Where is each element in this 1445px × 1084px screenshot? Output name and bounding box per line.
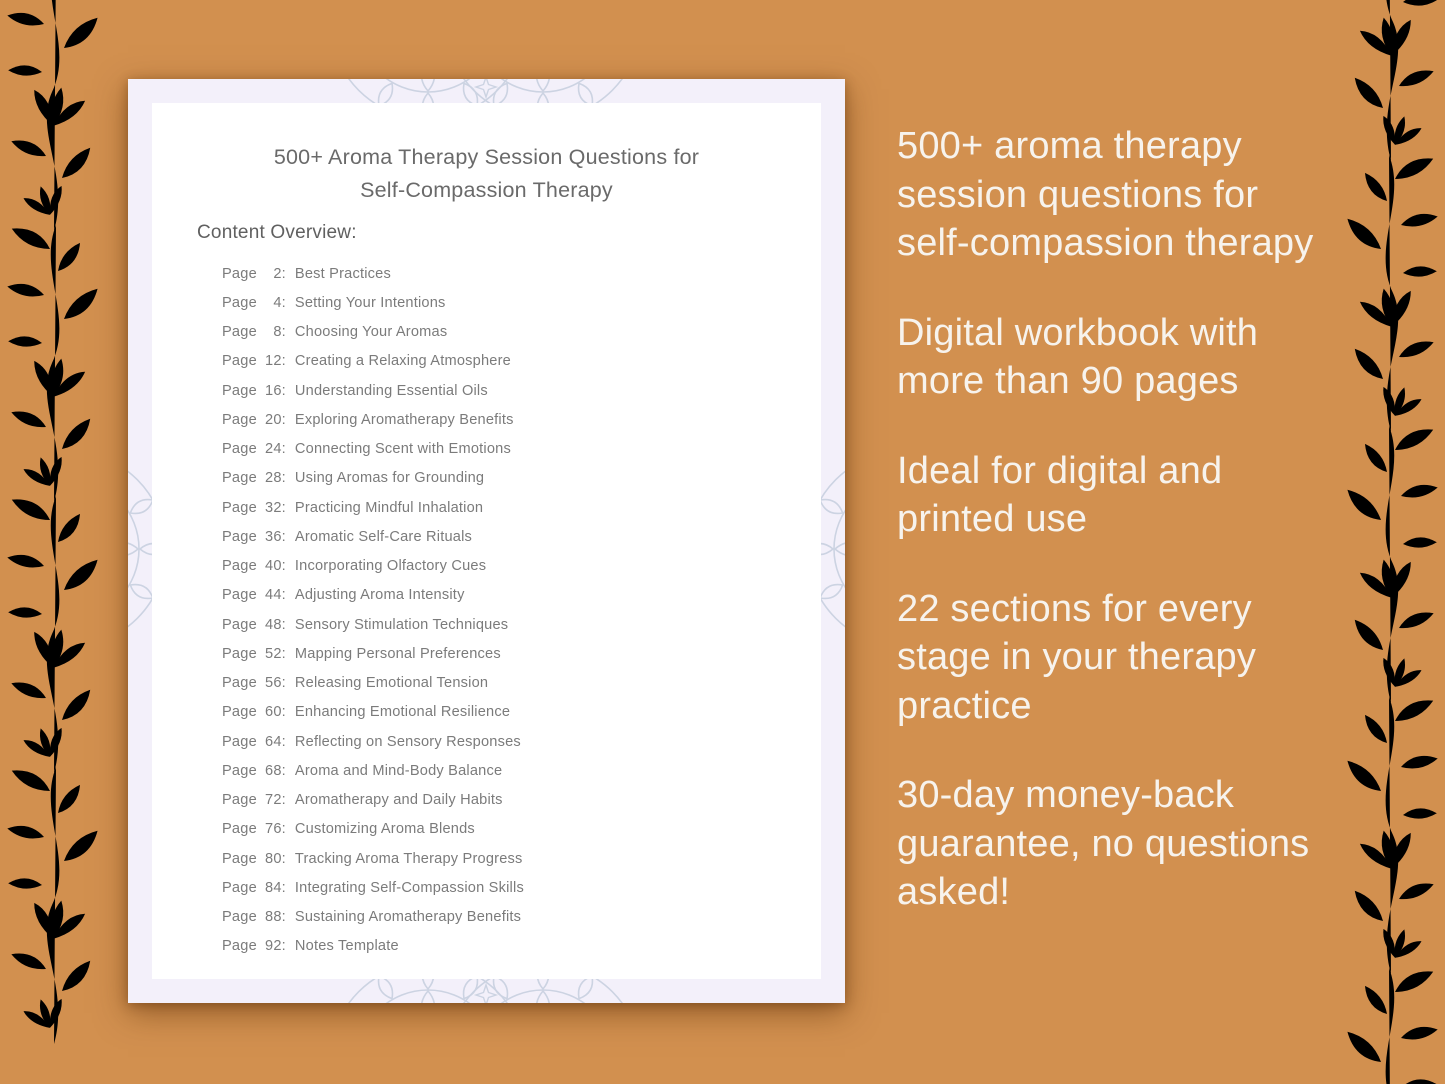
toc-page-word: Page [222,645,257,662]
toc-page-word: Page [222,558,257,575]
toc-entry [222,464,776,493]
toc-page-number: 12: [265,353,286,370]
toc-entry [222,610,776,639]
toc-page-word: Page [222,909,257,926]
toc-section-title: Releasing Emotional Tension [294,675,489,692]
floral-vine-right-icon [1321,0,1445,1084]
toc-page-number: 64: [265,733,286,750]
toc-entry [222,318,776,347]
workbook-page [152,103,821,979]
toc-page-number: 52: [265,645,286,662]
toc-entry [222,376,776,405]
toc-entry [222,873,776,902]
toc-page-word: Page [222,879,257,896]
toc-page-number: 28: [265,470,286,487]
toc-page-number: 48: [265,616,286,633]
toc-section-title: Creating a Relaxing Atmosphere [294,353,511,370]
toc-section-title: Aromatic Self-Care Rituals [294,528,473,545]
toc-page-word: Page [222,792,257,809]
toc-entry [222,698,776,727]
marketing-copy [897,122,1321,958]
toc-entry [222,288,776,317]
toc-page-number: 76: [265,821,286,838]
toc-section-title: Exploring Aromatherapy Benefits [294,411,514,428]
toc-page-word: Page [222,528,257,545]
toc-section-title: Choosing Your Aromas [294,324,448,341]
floral-vine-left-icon [0,0,124,1084]
toc-page-number: 16: [265,382,286,399]
toc-entry [222,669,776,698]
toc-entry [222,727,776,756]
toc-page-word: Page [222,850,257,867]
toc-page-word: Page [222,616,257,633]
toc-section-title: Using Aromas for Grounding [294,470,485,487]
toc-page-number: 32: [265,499,286,516]
toc-page-number: 8: [273,324,286,341]
workbook-preview [128,79,845,1003]
toc-page-number: 88: [265,909,286,926]
toc-page-word: Page [222,470,257,487]
toc-page-word: Page [222,411,257,428]
toc-section-title: Enhancing Emotional Resilience [294,704,511,721]
toc-entry [222,552,776,581]
toc-page-number: 36: [265,528,286,545]
toc-section-title: Reflecting on Sensory Responses [294,733,521,750]
toc-section-title: Customizing Aroma Blends [294,821,475,838]
toc-page-number: 60: [265,704,286,721]
toc-page-number: 72: [265,792,286,809]
toc-page-word: Page [222,499,257,516]
toc-page-word: Page [222,938,257,955]
toc-entry [222,786,776,815]
toc-section-title: Integrating Self-Compassion Skills [294,879,524,896]
page-title-line2: Self-Compassion Therapy [360,178,613,202]
toc-section-title: Aroma and Mind-Body Balance [294,762,503,779]
toc-entry [222,903,776,932]
toc-page-word: Page [222,733,257,750]
toc-page-number: 92: [265,938,286,955]
marketing-text-block: 22 sections for every stage in your therapy practice [897,587,1257,727]
toc-page-number: 40: [265,558,286,575]
toc-page-word: Page [222,441,257,458]
marketing-text-block: Digital workbook with more than 90 pages [897,311,1259,402]
page-title-line1: 500+ Aroma Therapy Session Questions for [273,145,700,169]
toc-section-title: Setting Your Intentions [294,294,446,311]
star-ornament-icon [473,79,499,100]
toc-page-word: Page [222,675,257,692]
toc-page-word: Page [222,294,257,311]
toc-page-number: 20: [265,411,286,428]
toc-page-word: Page [222,821,257,838]
toc-entry [222,756,776,785]
marketing-text-block: Ideal for digital and printed use [897,449,1223,540]
toc-section-title: Sustaining Aromatherapy Benefits [294,909,522,926]
table-of-contents [222,259,776,961]
toc-entry [222,493,776,522]
toc-entry [222,522,776,551]
toc-section-title: Adjusting Aroma Intensity [294,587,465,604]
toc-section-title: Notes Template [294,938,399,955]
toc-page-number: 24: [265,441,286,458]
toc-section-title: Connecting Scent with Emotions [294,441,511,458]
toc-page-number: 80: [265,850,286,867]
toc-section-title: Practicing Mindful Inhalation [294,499,484,516]
toc-section-title: Aromatherapy and Daily Habits [294,792,503,809]
toc-section-title: Best Practices [294,265,391,282]
toc-entry [222,435,776,464]
toc-page-number: 84: [265,879,286,896]
toc-page-number: 4: [273,294,286,311]
toc-page-word: Page [222,265,257,282]
toc-entry [222,259,776,288]
star-ornament-icon [473,982,499,1003]
toc-page-word: Page [222,353,257,370]
toc-page-number: 68: [265,762,286,779]
marketing-text-block: 30-day money-back guarantee, no questions asked! [897,774,1310,913]
toc-section-title: Mapping Personal Preferences [294,645,501,662]
toc-page-number: 2: [273,265,286,282]
toc-entry [222,932,776,961]
toc-page-number: 56: [265,675,286,692]
toc-page-number: 44: [265,587,286,604]
toc-section-title: Sensory Stimulation Techniques [294,616,509,633]
toc-entry [222,347,776,376]
toc-section-title: Understanding Essential Oils [294,382,488,399]
toc-page-word: Page [222,324,257,341]
toc-entry [222,405,776,434]
toc-entry [222,844,776,873]
page-title [197,141,776,207]
toc-page-word: Page [222,587,257,604]
toc-entry [222,581,776,610]
content-overview-heading: Content Overview: [197,222,357,243]
toc-entry [222,639,776,668]
toc-page-word: Page [222,382,257,399]
toc-section-title: Tracking Aroma Therapy Progress [294,850,523,867]
toc-page-word: Page [222,762,257,779]
marketing-text-block: 500+ aroma therapy session questions for self-compassion therapy [897,125,1314,264]
toc-entry [222,815,776,844]
toc-page-word: Page [222,704,257,721]
toc-section-title: Incorporating Olfactory Cues [294,558,487,575]
